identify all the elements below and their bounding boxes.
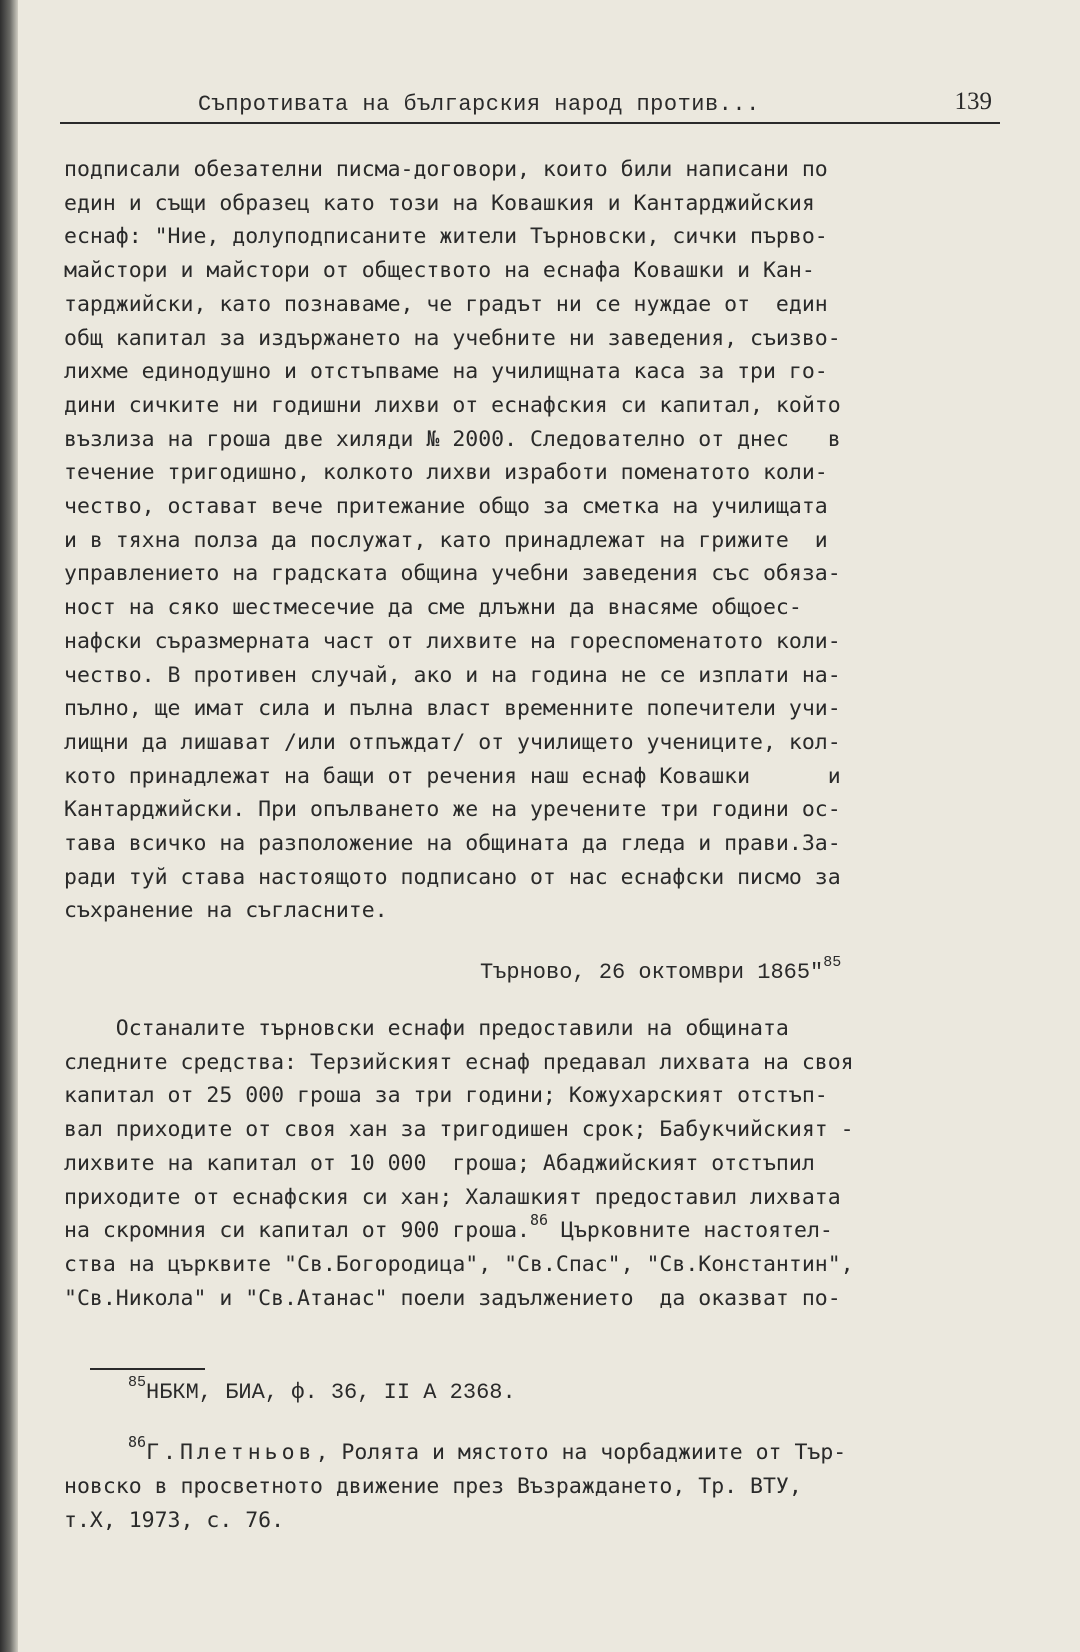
body-paragraph-1	[64, 153, 1004, 928]
text-line: лихме единодушно и отстъпваме на училищната каса за три го-	[64, 359, 828, 385]
text-line: ност на сяко шестмесечие да сме длъжни да внасяме общоес-	[64, 595, 802, 621]
text-line: Останалите търновски еснафи предоставили на общината	[64, 1016, 789, 1041]
footnote-text: , Ролята и мястото на чорбаджиите от Тър-	[315, 1440, 847, 1465]
text-line: лищни да лишават /или отпъждат/ от училището учениците, кол-	[64, 729, 841, 755]
footnote-text: т.Х, 1973, с. 76.	[64, 1508, 285, 1533]
footnote-mark: 86	[128, 1433, 147, 1451]
footnote-ref-86: 86	[530, 1211, 549, 1230]
text-line: съхранение на съгласните.	[64, 898, 388, 924]
text-line: лихвите на капитал от 10 000 гроша; Абаджийският отстъпил	[64, 1150, 815, 1176]
text-line: течение тригодишно, колкото лихви изработи поменатото коли-	[64, 460, 828, 486]
footnote-86	[64, 1433, 1024, 1538]
text-line: еснаф: "Ние, долуподписаните жители Търновски, сички първо-	[64, 224, 828, 250]
footnote-separator	[90, 1368, 205, 1370]
letter-signature	[480, 954, 842, 985]
text-line: чество. В противен случай, ако и на година не се изплати на-	[64, 662, 841, 688]
text-line: възлиза на гроша две хиляди № 2000. Следователно от днес в	[64, 426, 841, 452]
body-paragraph-2	[64, 1012, 1004, 1315]
footnote-85	[128, 1374, 516, 1405]
text-line: нафски съразмерната част от лихвите на гореспоменатото коли-	[64, 628, 841, 654]
running-title: Съпротивата на българския народ против...	[198, 92, 760, 117]
text-line: ради туй става настоящото подписано от нас еснафски писмо за	[64, 864, 841, 890]
text-line: и в тяхна полза да послужат, като принадлежат на грижите и	[64, 527, 828, 553]
text-line: пълно, ще имат сила и пълна власт временните попечители учи-	[64, 696, 841, 722]
text-line: чество, остават вече притежание общо за сметка на училищата	[64, 494, 828, 520]
signature-place-date: Търново, 26 октомври 1865"	[480, 960, 824, 985]
text-line: един и същи образец като този на Ковашкия и Кантарджийския	[64, 190, 815, 216]
text-line: тава всичко на разположение на общината да гледа и прави.За-	[64, 831, 841, 857]
text-line: управлението на градската община учебни заведения със обяза-	[64, 561, 841, 587]
text-line: приходите от еснафския си хан; Халашкият предоставил лихвата	[64, 1184, 841, 1210]
text-line: следните средства: Терзийският еснаф предавал лихвата на своя	[64, 1049, 854, 1075]
text-line: тарджийски, като познаваме, че градът ни се нуждае от един	[64, 291, 828, 317]
text-line: "Св.Никола" и "Св.Атанас" поели задължението да оказват по-	[64, 1285, 841, 1311]
book-spine-shadow	[0, 0, 18, 1652]
text-line: общ капитал за издържането на учебните ни заведения, съизво-	[64, 325, 841, 351]
text-line: подписали обезателни писма-договори, които били написани по	[64, 157, 828, 182]
footnote-ref-85: 85	[823, 954, 842, 971]
footnote-author: Г.Плетньов	[146, 1440, 316, 1465]
text-line: кото принадлежат на бащи от речения наш еснаф Ковашки и	[64, 763, 841, 789]
footnote-mark: 85	[128, 1374, 147, 1391]
footnote-text: новско в просветното движение през Възраждането, Тр. ВТУ,	[64, 1474, 802, 1499]
text-line: ства на църквите "Св.Богородица", "Св.Спас", "Св.Константин",	[64, 1251, 854, 1277]
footnote-text: НБКМ, БИА, ф. 36, II А 2368.	[146, 1380, 516, 1405]
text-line: майстори и майстори от обществото на еснафа Ковашки и Кан-	[64, 258, 815, 284]
text-line: Църковните настоятел-	[548, 1218, 833, 1244]
text-line: дини сичките ни годишни лихви от еснафския си капитал, който	[64, 392, 841, 418]
text-line: вал приходите от своя хан за тригодишен срок; Бабукчийският -	[64, 1117, 854, 1143]
page-number: 139	[954, 88, 992, 115]
page-header	[60, 88, 1000, 124]
text-line: Кантарджийски. При опълването же на уречените три години ос-	[64, 797, 841, 823]
text-line: капитал от 25 000 гроша за три години; Кожухарският отстъп-	[64, 1083, 828, 1109]
text-line: на скромния си капитал от 900 гроша.	[64, 1218, 530, 1244]
